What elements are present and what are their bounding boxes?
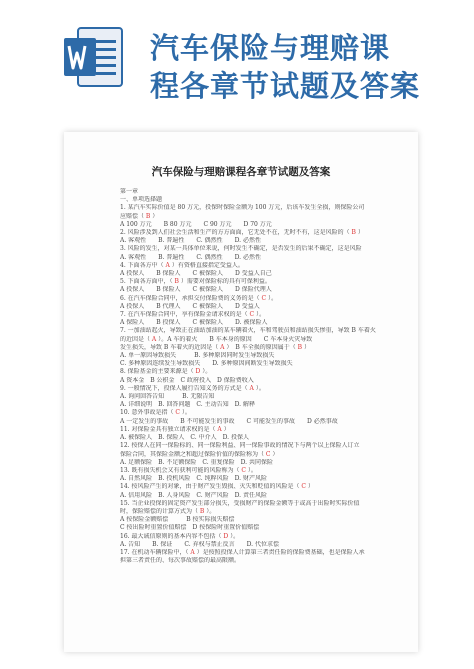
header-banner — [0, 0, 474, 118]
document-line: A. 信用风险 B. 人身风险 C. 财产风险 D. 责任风险 — [120, 491, 267, 499]
document-line: 第一章 — [120, 188, 139, 195]
document-line: 16. 最大诚信原则的基本内容不包括（ D ）。 — [120, 532, 240, 540]
document-line: 8. 保险基金的主要来源是（ D ）。 — [120, 368, 212, 376]
document-line: A. 自然风险 B. 投机风险 C. 纯粹风险 D. 财产风险 — [120, 475, 267, 483]
document-line: 9. 一般情况下，投保人履行告知义务的方式是（ A ）。 — [120, 384, 265, 392]
document-line: 4. 下面各方中（ A ）有资格直接指定受益人。 — [120, 261, 244, 269]
document-line: A. 单一原因导致损失 B. 多种原因同时发生导致损失 — [120, 352, 275, 360]
document-line: 保险合同，其保险金额之和超过保险价值的保险称为（ C ） — [120, 450, 279, 458]
document-line: 5. 下面各方面中，（ B ）需要对保险标的具有可保利益。 — [120, 278, 271, 286]
document-line: 10. 意外事故是指（ C ）。 — [120, 409, 191, 417]
document-line: 3. 风险的发生，对某一具体单位来说，何时发生不确定，是否发生的后果不确定，这是风险 — [120, 245, 362, 253]
document-line: A 投保人 B 保险人 C 被保险人 D 受益人自己 — [120, 270, 272, 278]
document-page — [64, 132, 418, 652]
document-line: 11. 对保险金具有独立请求权的是（ A ） — [120, 425, 230, 433]
document-line: 15. 当企业投保的固定资产发生部分损失，受损财产的保险金额等于或高于出险时实际价值 — [120, 499, 360, 507]
word-document-icon — [62, 26, 124, 88]
document-line: 应赔偿（ B ） — [120, 212, 159, 220]
document-line: 担第三者责任的、每次事故赔偿的最高限额。 — [120, 557, 241, 565]
document-line: 的近因是（ A ）。A 车的着火 B 车本身的原因 C 车本身火灾导致 — [120, 335, 313, 343]
document-line: 14. 按风险产生的对象，由于财产发生毁损、灭失和贬值的风险是（ C ） — [120, 483, 314, 491]
banner-title-line-1: 汽车保险与理赔课 — [150, 31, 391, 65]
document-line: A 保险人 B 投保人 C 被保险人 D. 被保险人 — [120, 319, 268, 327]
document-line: A. 客观性 B. 普遍性 C. 偶然性 D. 必然性 — [120, 237, 261, 245]
document-line: 2. 风险涉及到人们社会生活和生产的方方面面，它无处不在，无时不有，这是风险的（ B ） — [120, 229, 364, 237]
document-body — [120, 188, 402, 565]
document-line: 12. 按保人在同一保险标的、同一保险利益、同一保险事故的情况下与两个以上保险人订立 — [120, 442, 360, 450]
document-line: A. 详细说明 B. 回答问题 C. 主动告知 D. 解释 — [120, 401, 255, 409]
document-line: A 按保险金额赔偿 B 按实际损失赔偿 — [120, 516, 235, 524]
document-line: A. 被保险人 B. 保险人 C. 中介人 D. 投保人 — [120, 434, 249, 442]
banner-title-line-2: 程各章节试题及答案 — [150, 69, 421, 103]
document-line: A. 足额保险 B. 不足额保险 C. 重复保险 D. 共同保险 — [120, 458, 273, 466]
document-line: A 投保人 B 保险人 C 被保险人 D 保险代理人 — [120, 286, 272, 294]
document-line: A 一定发生的事故 B 不可能发生的事故 C 可能发生的事故 D 必然事故 — [120, 417, 338, 425]
document-line: C. 多种原因连续发生导致损失 D. 多种原因间断发生导致损失 — [120, 360, 293, 368]
document-line: 13. 既有损失机会又有获利可能的风险称为（ C ）。 — [120, 466, 257, 474]
document-line: 6. 在汽车保险合同中，承担交付保险费的义务的是（ C ）。 — [120, 294, 278, 302]
document-line: A 100 万元 B 80 万元 C 90 万元 D 70 万元 — [120, 220, 272, 228]
document-line: 7. 一加油站起火，导致正在油站加油的某车辆着火，车和驾驶员和油站损失惨重，导致 B 车着火 — [120, 327, 376, 335]
document-line: 17. 在机动车辆保险中，（ A ）是按照投保人计算第三者责任险的保险费基础，也是保险人承 — [120, 548, 365, 556]
document-line: 7. 在汽车保险合同中，享有保险金请求权的是（ C ）。 — [120, 311, 266, 319]
document-line: 1. 某汽车实际价值是 80 万元，投保时保险金额为 100 万元，后该车发生全损，则保险公司 — [120, 204, 365, 212]
document-line: A 资本金 B 公积金 C 政府投入 D 保险费收入 — [120, 376, 254, 384]
document-title: 汽车保险与理赔课程各章节试题及答案 — [151, 166, 331, 178]
document-line: A. 询问回答告知 B. 无限告知 — [120, 393, 215, 401]
document-line: 一、单项选择题 — [120, 196, 163, 204]
document-line: A. 客观性 B. 普遍性 C. 偶然性 D. 必然性 — [120, 253, 261, 261]
document-line: A. 告知 B. 保证 C. 弃权与禁止反言 D. 代位求偿 — [120, 540, 279, 548]
document-line: 时，保险赔偿的计算方式为（ B ）。 — [120, 507, 216, 515]
document-line: A 投保人 B 代理人 C 被保险人 D 受益人 — [120, 302, 260, 310]
document-line: C 按出险时重置价值赔偿 D 按保险时重置价值赔偿 — [120, 524, 260, 532]
document-line: 发生损失，导致 B 车着火的近因是（ A ） B 车全损的原因属于（ B ） — [120, 343, 310, 351]
